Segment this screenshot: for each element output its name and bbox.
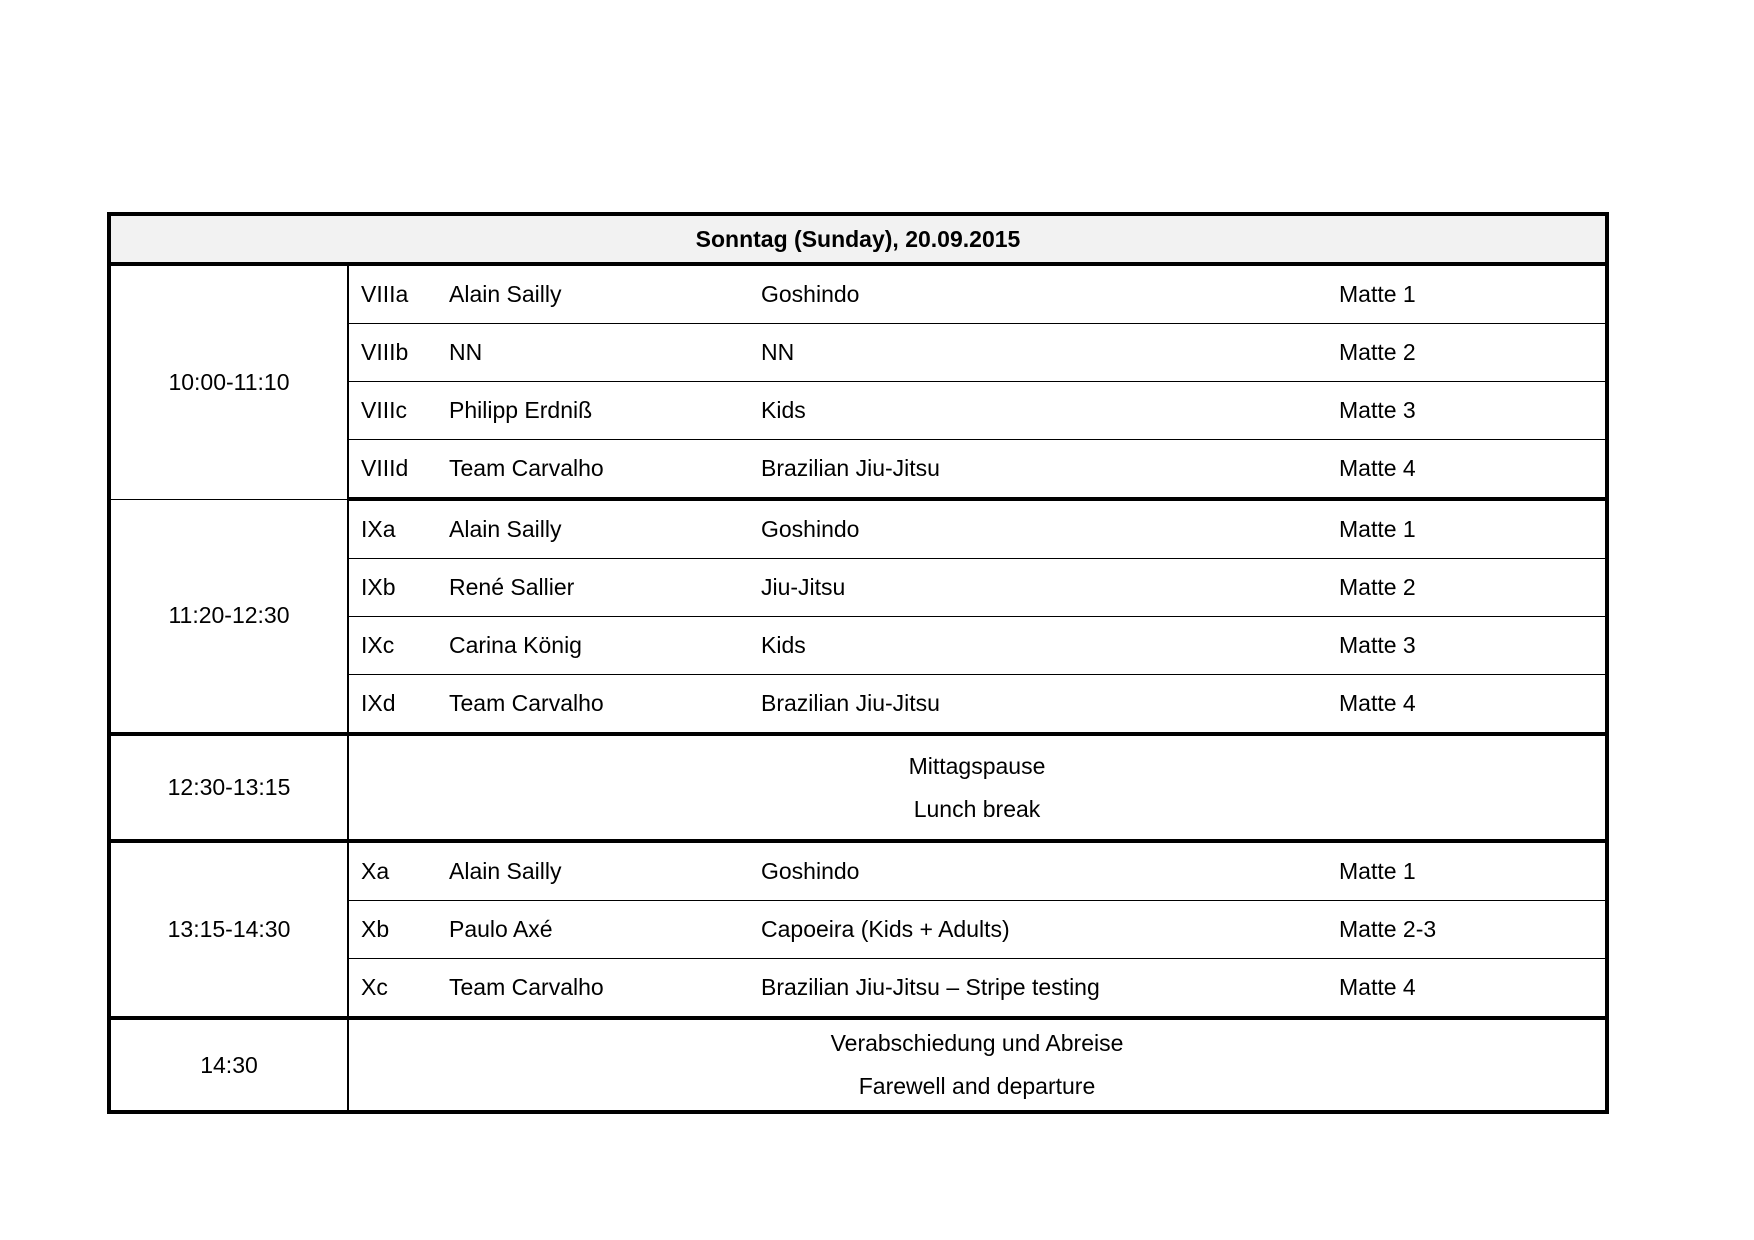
mat: Matte 1 xyxy=(1339,841,1607,901)
discipline: Jiu-Jitsu xyxy=(761,559,1339,617)
mat: Matte 3 xyxy=(1339,617,1607,675)
table-row xyxy=(109,499,1607,559)
session-code: VIIIb xyxy=(348,324,449,382)
instructor-name: NN xyxy=(449,324,761,382)
discipline: Goshindo xyxy=(761,841,1339,901)
mat: Matte 3 xyxy=(1339,382,1607,440)
session-code: Xa xyxy=(348,841,449,901)
session-code: VIIIc xyxy=(348,382,449,440)
time-slot: 14:30 xyxy=(109,1018,348,1112)
session-code: VIIId xyxy=(348,440,449,500)
instructor-name: Team Carvalho xyxy=(449,440,761,500)
session-code: IXa xyxy=(348,499,449,559)
instructor-name: Alain Sailly xyxy=(449,841,761,901)
discipline: Brazilian Jiu-Jitsu – Stripe testing xyxy=(761,959,1339,1019)
farewell-message xyxy=(348,1018,1607,1112)
lunch-message xyxy=(348,734,1607,841)
lunch-line-de: Mittagspause xyxy=(908,752,1046,779)
instructor-name: Alain Sailly xyxy=(449,264,761,324)
table-row xyxy=(109,264,1607,324)
schedule-title: Sonntag (Sunday), 20.09.2015 xyxy=(109,214,1607,264)
session-code: Xc xyxy=(348,959,449,1019)
time-slot: 10:00-11:10 xyxy=(109,264,348,499)
session-code: IXc xyxy=(348,617,449,675)
mat: Matte 2 xyxy=(1339,559,1607,617)
farewell-line-de: Verabschiedung und Abreise xyxy=(830,1030,1124,1056)
farewell-row xyxy=(109,1018,1607,1112)
session-code: VIIIa xyxy=(348,264,449,324)
instructor-name: Team Carvalho xyxy=(449,959,761,1019)
time-slot: 12:30-13:15 xyxy=(109,734,348,841)
schedule-table xyxy=(107,212,1609,1114)
session-code: Xb xyxy=(348,901,449,959)
time-slot: 13:15-14:30 xyxy=(109,841,348,1018)
discipline: Goshindo xyxy=(761,499,1339,559)
discipline: Kids xyxy=(761,617,1339,675)
mat: Matte 1 xyxy=(1339,499,1607,559)
instructor-name: Team Carvalho xyxy=(449,675,761,735)
discipline: Brazilian Jiu-Jitsu xyxy=(761,440,1339,500)
mat: Matte 4 xyxy=(1339,440,1607,500)
mat: Matte 1 xyxy=(1339,264,1607,324)
session-code: IXb xyxy=(348,559,449,617)
session-code: IXd xyxy=(348,675,449,735)
discipline: Capoeira (Kids + Adults) xyxy=(761,901,1339,959)
instructor-name: Carina König xyxy=(449,617,761,675)
discipline: Goshindo xyxy=(761,264,1339,324)
lunch-row xyxy=(109,734,1607,841)
mat: Matte 2 xyxy=(1339,324,1607,382)
farewell-line-en: Farewell and departure xyxy=(858,1073,1096,1099)
instructor-name: Alain Sailly xyxy=(449,499,761,559)
title-row xyxy=(109,214,1607,264)
instructor-name: René Sallier xyxy=(449,559,761,617)
discipline: Kids xyxy=(761,382,1339,440)
instructor-name: Philipp Erdniß xyxy=(449,382,761,440)
mat: Matte 4 xyxy=(1339,675,1607,735)
time-slot: 11:20-12:30 xyxy=(109,499,348,734)
mat: Matte 4 xyxy=(1339,959,1607,1019)
discipline: Brazilian Jiu-Jitsu xyxy=(761,675,1339,735)
instructor-name: Paulo Axé xyxy=(449,901,761,959)
table-row xyxy=(109,841,1607,901)
discipline: NN xyxy=(761,324,1339,382)
lunch-line-en: Lunch break xyxy=(913,795,1041,822)
mat: Matte 2-3 xyxy=(1339,901,1607,959)
